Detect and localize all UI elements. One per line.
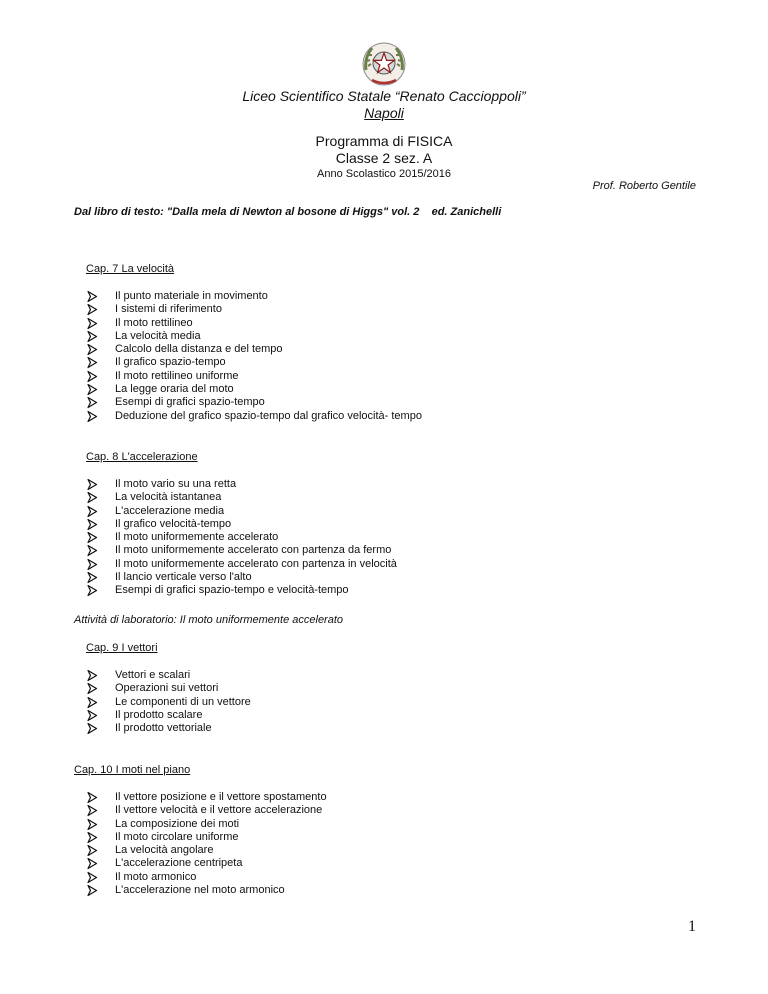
- arrowhead-bullet-icon: [86, 491, 98, 504]
- arrowhead-bullet-icon: [86, 290, 98, 303]
- topic-text: Il punto materiale in movimento: [115, 290, 268, 302]
- topic-item: [86, 791, 327, 804]
- topic-text: La composizione dei moti: [115, 817, 240, 830]
- topic-text: Il moto uniformemente accelerato con partenza in velocità: [115, 557, 397, 570]
- arrowhead-bullet-icon: [86, 791, 98, 804]
- topic-text: Il grafico spazio-tempo: [115, 356, 226, 369]
- topic-item: [86, 558, 397, 571]
- arrowhead-bullet-icon: [86, 669, 98, 682]
- class-label: Classe 2 sez. A: [335, 150, 433, 166]
- arrowhead-bullet-icon: [86, 871, 98, 884]
- topic-text: Il vettore velocità e il vettore accelerazione: [115, 804, 323, 817]
- topic-item: [86, 396, 422, 409]
- chapter-title: Cap. 10 I moti nel piano: [74, 764, 191, 776]
- topic-text: Esempi di grafici spazio-tempo: [115, 396, 265, 409]
- arrowhead-bullet-icon: [86, 343, 98, 356]
- arrowhead-bullet-icon: [86, 544, 98, 557]
- chapter-topic-list: [86, 669, 251, 735]
- arrowhead-bullet-icon: [86, 356, 98, 369]
- topic-item: [86, 330, 422, 343]
- topic-text: La legge oraria del moto: [115, 383, 234, 396]
- topic-text: Il moto vario su una retta: [115, 478, 237, 490]
- school-header: [0, 88, 768, 122]
- arrowhead-bullet-icon: [86, 505, 98, 518]
- chapter-title: Cap. 7 La velocità: [86, 263, 175, 275]
- topic-item: [86, 884, 327, 897]
- topic-text: Il moto uniformemente accelerato con partenza da fermo: [115, 544, 392, 557]
- topic-item: [86, 505, 397, 518]
- arrowhead-bullet-icon: [86, 396, 98, 409]
- topic-text: Il lancio verticale verso l'alto: [115, 571, 252, 584]
- arrowhead-bullet-icon: [86, 584, 98, 597]
- topic-text: Il moto circolare uniforme: [115, 830, 239, 843]
- topic-text: Il moto rettilineo: [115, 316, 193, 329]
- chapter-topic-list: [86, 478, 397, 598]
- program-heading: [0, 133, 768, 167]
- topic-item: [86, 544, 397, 557]
- school-year: Anno Scolastico 2015/2016: [317, 168, 451, 180]
- arrowhead-bullet-icon: [86, 857, 98, 870]
- school-name: Liceo Scientifico Statale “Renato Caccioppoli”: [242, 88, 526, 104]
- topic-item: [86, 317, 422, 330]
- italian-republic-emblem-icon: [360, 40, 408, 88]
- arrowhead-bullet-icon: [86, 884, 98, 897]
- arrowhead-bullet-icon: [86, 317, 98, 330]
- chapter-topic-list: [86, 290, 422, 423]
- topic-item: [86, 696, 251, 709]
- topic-text: Il moto rettilineo uniforme: [115, 369, 239, 382]
- arrowhead-bullet-icon: [86, 330, 98, 343]
- arrowhead-bullet-icon: [86, 709, 98, 722]
- topic-text: Il prodotto scalare: [115, 708, 203, 721]
- topic-text: Il vettore posizione e il vettore spostamento: [115, 791, 327, 803]
- topic-text: La velocità angolare: [115, 844, 214, 857]
- school-city: Napoli: [364, 105, 404, 121]
- topic-item: [86, 383, 422, 396]
- arrowhead-bullet-icon: [86, 531, 98, 544]
- topic-item: [86, 370, 422, 383]
- topic-item: [86, 669, 251, 682]
- topic-item: [86, 682, 251, 695]
- arrowhead-bullet-icon: [86, 844, 98, 857]
- topic-item: [86, 303, 422, 316]
- arrowhead-bullet-icon: [86, 518, 98, 531]
- topic-item: [86, 478, 397, 491]
- chapter-title: Cap. 8 L'accelerazione: [86, 451, 198, 463]
- arrowhead-bullet-icon: [86, 804, 98, 817]
- topic-text: L'accelerazione media: [115, 504, 225, 517]
- topic-item: [86, 844, 327, 857]
- topic-text: La velocità media: [115, 329, 201, 342]
- topic-text: Le componenti di un vettore: [115, 695, 251, 708]
- topic-text: L'accelerazione nel moto armonico: [115, 884, 285, 897]
- arrowhead-bullet-icon: [86, 722, 98, 735]
- topic-text: Operazioni sui vettori: [115, 682, 219, 695]
- topic-text: Il moto uniformemente accelerato: [115, 531, 279, 544]
- topic-item: [86, 584, 397, 597]
- arrowhead-bullet-icon: [86, 383, 98, 396]
- arrowhead-bullet-icon: [86, 558, 98, 571]
- topic-text: Il grafico velocità-tempo: [115, 517, 232, 530]
- topic-item: [86, 818, 327, 831]
- arrowhead-bullet-icon: [86, 831, 98, 844]
- topic-item: [86, 709, 251, 722]
- topic-item: [86, 518, 397, 531]
- chapter-topic-list: [86, 791, 327, 897]
- topic-text: Vettori e scalari: [115, 669, 191, 681]
- topic-text: La velocità istantanea: [115, 491, 222, 504]
- program-title: Programma di FISICA: [315, 133, 453, 149]
- topic-text: I sistemi di riferimento: [115, 303, 222, 316]
- arrowhead-bullet-icon: [86, 682, 98, 695]
- topic-item: [86, 722, 251, 735]
- topic-item: [86, 831, 327, 844]
- arrowhead-bullet-icon: [86, 478, 98, 491]
- arrowhead-bullet-icon: [86, 410, 98, 423]
- lab-activity-note: Attività di laboratorio: Il moto uniformemente accelerato: [74, 614, 344, 626]
- topic-item: [86, 343, 422, 356]
- teacher-name: Prof. Roberto Gentile: [592, 180, 696, 192]
- topic-item: [86, 356, 422, 369]
- arrowhead-bullet-icon: [86, 571, 98, 584]
- arrowhead-bullet-icon: [86, 370, 98, 383]
- arrowhead-bullet-icon: [86, 818, 98, 831]
- topic-item: [86, 410, 422, 423]
- chapter-title: Cap. 9 I vettori: [86, 642, 158, 654]
- topic-item: [86, 571, 397, 584]
- topic-text: Deduzione del grafico spazio-tempo dal grafico velocità- tempo: [115, 409, 422, 422]
- arrowhead-bullet-icon: [86, 696, 98, 709]
- textbook-reference: Dal libro di testo: "Dalla mela di Newton al bosone di Higgs" vol. 2 ed. Zanichelli: [74, 206, 502, 218]
- topic-item: [86, 871, 327, 884]
- topic-text: Il moto armonico: [115, 870, 197, 883]
- topic-text: Esempi di grafici spazio-tempo e velocità-tempo: [115, 584, 349, 597]
- topic-item: [86, 491, 397, 504]
- topic-item: [86, 804, 327, 817]
- topic-text: L'accelerazione centripeta: [115, 857, 243, 870]
- page-number: 1: [688, 918, 696, 935]
- topic-text: Il prodotto vettoriale: [115, 722, 212, 735]
- arrowhead-bullet-icon: [86, 303, 98, 316]
- topic-item: [86, 531, 397, 544]
- topic-text: Calcolo della distanza e del tempo: [115, 343, 283, 356]
- topic-item: [86, 290, 422, 303]
- topic-item: [86, 857, 327, 870]
